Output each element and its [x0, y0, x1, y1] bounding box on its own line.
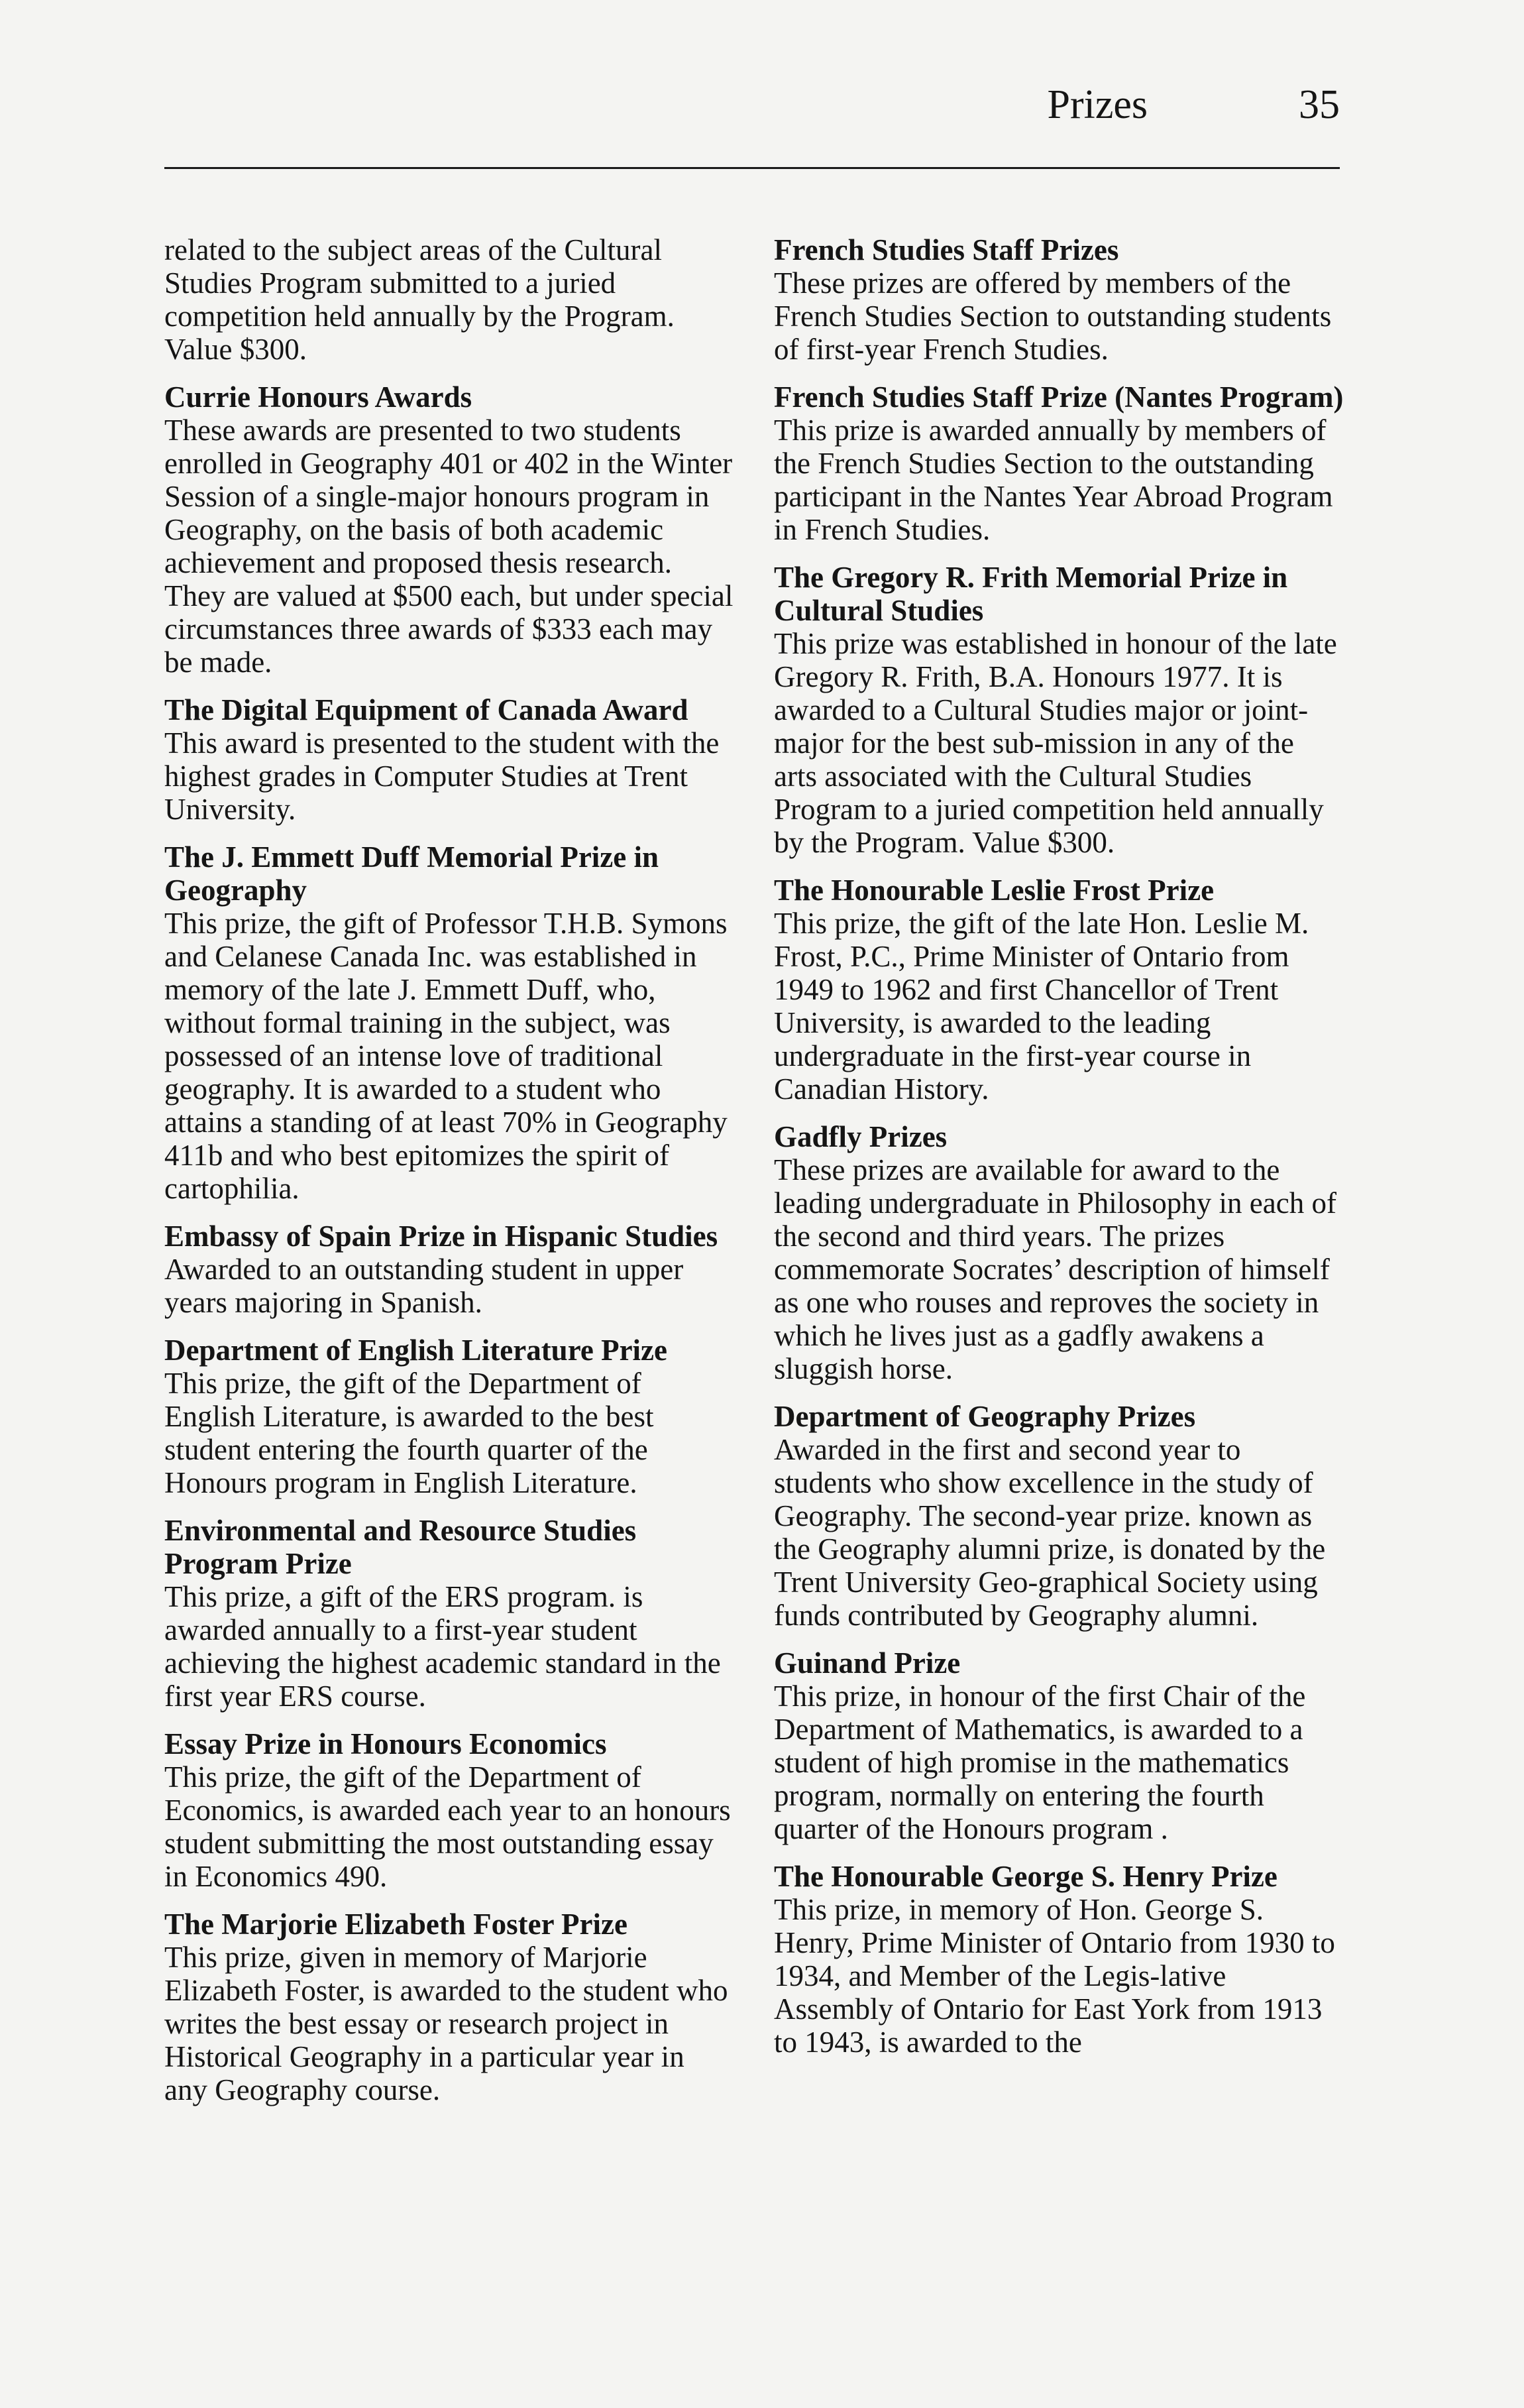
- left-column: [164, 233, 734, 2106]
- prize-entry: [774, 561, 1344, 859]
- prize-title: French Studies Staff Prize (Nantes Program): [774, 380, 1344, 414]
- prize-title: Environmental and Resource Studies Program Prize: [164, 1514, 637, 1580]
- prize-title: Department of English Literature Prize: [164, 1334, 668, 1367]
- prize-title: The Honourable Leslie Frost Prize: [774, 874, 1215, 907]
- section-title: Prizes: [1047, 82, 1148, 127]
- prize-title: The Marjorie Elizabeth Foster Prize: [164, 1908, 627, 1941]
- prize-entry: [774, 1400, 1344, 1632]
- prize-title: The Digital Equipment of Canada Award: [164, 693, 688, 726]
- prize-title: Gadfly Prizes: [774, 1120, 948, 1153]
- prize-description: This prize, the gift of the Department of Economics, is awarded each year to an honours student submitting the most outstanding essay in Economics 490.: [164, 1760, 731, 1893]
- continuation-text: related to the subject areas of the Cultural Studies Program submitted to a juried competition held annually by the Program. Value $300.: [164, 233, 675, 366]
- prize-title: Essay Prize in Honours Economics: [164, 1727, 607, 1760]
- prize-description: This prize, in memory of Hon. George S. Henry, Prime Minister of Ontario from 1930 to 1934, and Member of the Legis-lative Assembly of Ontario for East York from 1913 to 1943, is awarded to the: [774, 1893, 1335, 2059]
- prize-entry: [164, 1220, 734, 1319]
- prize-title: Department of Geography Prizes: [774, 1400, 1196, 1433]
- prize-description: This prize is awarded annually by members of the French Studies Section to the outstanding participant in the Nantes Year Abroad Program in French Studies.: [774, 414, 1333, 546]
- prize-entry: [774, 1860, 1344, 2059]
- prize-entry: [774, 1646, 1344, 1845]
- right-column: [774, 233, 1344, 2059]
- prize-title: Guinand Prize: [774, 1646, 961, 1680]
- prize-title: Embassy of Spain Prize in Hispanic Studies: [164, 1220, 718, 1253]
- prize-description: These prizes are available for award to the leading undergraduate in Philosophy in each of the second and third years. The prizes commemorate Socrates’ description of himself as one who rouses and reproves the society in which he lives just as a gadfly awakens a sluggish horse.: [774, 1153, 1336, 1385]
- prize-description: These awards are presented to two students enrolled in Geography 401 or 402 in the Winter Session of a single-major honours program in Geography, on the basis of both academic achievement and proposed thesis research. They are valued at $500 each, but under special circumstances three awards of $333 each may be made.: [164, 414, 734, 679]
- prize-description: Awarded to an outstanding student in upper years majoring in Spanish.: [164, 1253, 684, 1319]
- prize-entry: [164, 1514, 734, 1713]
- prize-entry: [164, 380, 734, 679]
- prize-description: This prize, a gift of the ERS program. is awarded annually to a first-year student achieving the highest academic standard in the first year ERS course.: [164, 1580, 721, 1713]
- prize-title: The Gregory R. Frith Memorial Prize in Cultural Studies: [774, 561, 1288, 627]
- prize-description: This award is presented to the student with the highest grades in Computer Studies at Trent University.: [164, 726, 720, 826]
- prize-description: This prize, the gift of Professor T.H.B. Symons and Celanese Canada Inc. was established in memory of the late J. Emmett Duff, who, without formal training in the subject, was possessed of an intense love of traditional geography. It is awarded to a student who attains a standing of at least 70% in Geography 411b and who best epitomizes the spirit of cartophilia.: [164, 907, 728, 1205]
- prize-entry: [774, 874, 1344, 1106]
- page-header: [164, 78, 1340, 138]
- prize-entry: [164, 1908, 734, 2106]
- prize-description: This prize, given in memory of Marjorie Elizabeth Foster, is awarded to the student who writes the best essay or research project in Historical Geography in a particular year in any Geography course.: [164, 1941, 728, 2106]
- prize-description: This prize was established in honour of the late Gregory R. Frith, B.A. Honours 1977. It is awarded to a Cultural Studies major or joint-major for the best sub-mission in any of the arts associated with the Cultural Studies Program to a juried competition held annually by the Program. Value $300.: [774, 627, 1337, 859]
- prize-entry: [774, 380, 1344, 546]
- prize-description: This prize, the gift of the late Hon. Leslie M. Frost, P.C., Prime Minister of Ontario from 1949 to 1962 and first Chancellor of Trent University, is awarded to the leading undergraduate in the first-year course in Canadian History.: [774, 907, 1309, 1106]
- prize-entry: [164, 693, 734, 826]
- prize-entry: [774, 1120, 1344, 1385]
- prize-entry: [164, 840, 734, 1205]
- prize-entry: [164, 1334, 734, 1499]
- prize-title: The J. Emmett Duff Memorial Prize in Geography: [164, 840, 659, 907]
- prize-entry: [164, 1727, 734, 1893]
- prize-description: This prize, in honour of the first Chair of the Department of Mathematics, is awarded to a student of high promise in the mathematics program, normally on entering the fourth quarter of the Honours program .: [774, 1680, 1306, 1845]
- prize-title: French Studies Staff Prizes: [774, 233, 1119, 266]
- header-rule: [164, 167, 1340, 169]
- prize-description: This prize, the gift of the Department of English Literature, is awarded to the best student entering the fourth quarter of the Honours program in English Literature.: [164, 1367, 654, 1499]
- prize-entry: [774, 233, 1344, 366]
- prize-description: These prizes are offered by members of the French Studies Section to outstanding students of first-year French Studies.: [774, 266, 1332, 366]
- page-number: 35: [1299, 82, 1340, 127]
- prize-description: Awarded in the first and second year to students who show excellence in the study of Geography. The second-year prize. known as the Geography alumni prize, is donated by the Trent University Geo-graphical Society using funds contributed by Geography alumni.: [774, 1433, 1326, 1632]
- prize-title: Currie Honours Awards: [164, 380, 472, 414]
- prize-title: The Honourable George S. Henry Prize: [774, 1860, 1278, 1893]
